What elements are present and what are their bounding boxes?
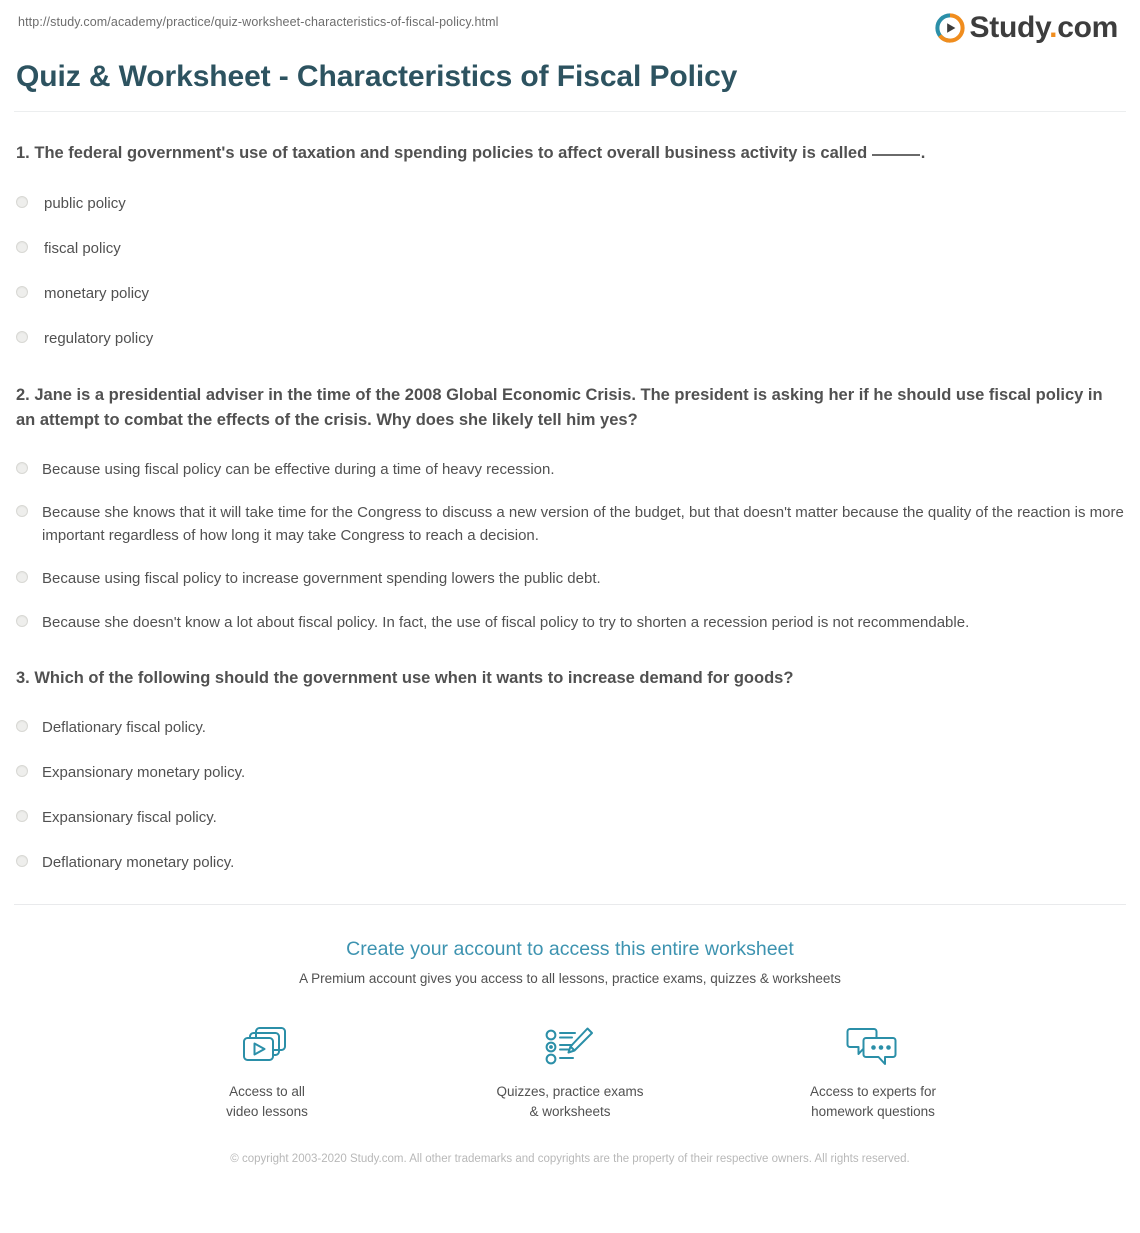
feature-label (793, 1082, 953, 1120)
feature-video-lessons (187, 1023, 347, 1120)
feature-label (490, 1082, 650, 1120)
option-label: Because using fiscal policy to increase government spending lowers the public debt. (42, 570, 601, 588)
answer-blank (872, 154, 920, 156)
radio-button-icon[interactable] (16, 571, 28, 583)
radio-button-icon[interactable] (16, 505, 28, 517)
question-block-3 (16, 666, 1124, 875)
feature-label-line-2: & worksheets (529, 1103, 611, 1119)
chat-bubbles-icon (793, 1023, 953, 1071)
option-row[interactable] (16, 192, 1124, 215)
option-label: Expansionary monetary policy. (42, 763, 246, 781)
radio-button-icon[interactable] (16, 241, 28, 253)
radio-button-icon[interactable] (16, 196, 28, 208)
play-circle-icon (935, 13, 965, 43)
option-label: Expansionary fiscal policy. (42, 809, 217, 826)
radio-button-icon[interactable] (16, 462, 28, 474)
option-label: public policy (44, 194, 126, 212)
radio-button-icon[interactable] (16, 331, 28, 343)
option-label: Because she knows that it will take time for the Congress to discuss a new version of the budget, but that doesn't matter because the quality of the reaction is more important regardless of how long it may take Congress to reach a decision. (42, 503, 1124, 545)
feature-label (187, 1082, 347, 1120)
logo-wordmark (970, 13, 1118, 43)
option-row[interactable] (16, 237, 1124, 260)
question-2-options (16, 458, 1124, 634)
option-row[interactable] (16, 851, 1124, 874)
option-row[interactable] (16, 806, 1124, 829)
radio-button-icon[interactable] (16, 810, 28, 822)
feature-label-line-2: homework questions (811, 1103, 935, 1119)
option-row[interactable] (16, 716, 1124, 739)
page-title: Quiz & Worksheet - Characteristics of Fiscal Policy (16, 60, 738, 93)
option-row[interactable] (16, 761, 1124, 784)
option-label: Deflationary monetary policy. (42, 854, 235, 872)
question-3-number: 3. (16, 668, 30, 687)
feature-list (14, 1023, 1126, 1120)
cta-subtext: A Premium account gives you access to all lessons, practice exams, quizzes & worksheets (299, 970, 841, 986)
title-divider (14, 111, 1126, 112)
question-1-text (16, 141, 1124, 167)
option-row[interactable] (16, 611, 1124, 634)
video-lessons-icon (187, 1023, 347, 1071)
question-2-number: 2. (16, 385, 30, 404)
radio-button-icon[interactable] (16, 286, 28, 298)
option-row[interactable] (16, 567, 1124, 590)
radio-button-icon[interactable] (16, 765, 28, 777)
option-label: Deflationary fiscal policy. (42, 718, 206, 736)
copyright-notice: © copyright 2003-2020 Study.com. All other trademarks and copyrights are the property of their respective owners. All rights reserved. (230, 1152, 910, 1165)
feature-label-line-1: Access to experts for (809, 1084, 937, 1100)
question-3-text (16, 666, 1124, 692)
create-account-cta (14, 905, 1126, 1169)
radio-button-icon[interactable] (16, 720, 28, 732)
feature-label-line-1: Quizzes, practice exams (496, 1084, 644, 1100)
quiz-body (14, 141, 1126, 875)
option-label: regulatory policy (44, 330, 154, 348)
top-bar (14, 0, 1126, 48)
feature-expert-help (793, 1023, 953, 1120)
question-1-number: 1. (16, 144, 30, 162)
option-label: fiscal policy (44, 239, 121, 257)
question-1-prompt: The federal government's use of taxation and spending policies to affect overall business activity is called (34, 144, 868, 162)
option-row[interactable] (16, 327, 1124, 350)
question-block-1 (16, 141, 1124, 351)
feature-quizzes-worksheets (490, 1023, 650, 1120)
question-3-prompt: Which of the following should the government use when it wants to increase demand for goods? (34, 668, 794, 687)
radio-button-icon[interactable] (16, 615, 28, 627)
radio-button-icon[interactable] (16, 855, 28, 867)
feature-label-line-1: Access to all (229, 1084, 305, 1100)
page-url: http://study.com/academy/practice/quiz-worksheet-characteristics-of-fiscal-policy.html (18, 15, 499, 29)
question-block-2 (16, 383, 1124, 634)
feature-label-line-2: video lessons (226, 1103, 308, 1119)
logo-dot: . (1049, 11, 1058, 44)
study-com-logo[interactable] (935, 13, 1126, 43)
question-3-options (16, 716, 1124, 875)
question-2-text (16, 383, 1124, 434)
question-2-prompt: Jane is a presidential adviser in the time of the 2008 Global Economic Crisis. The president is asking her if he should use fiscal policy in an attempt to combat the effects of the crisis. Why does she likely tell him yes? (16, 385, 1103, 430)
question-1-options (16, 192, 1124, 351)
option-label: Because using fiscal policy can be effective during a time of heavy recession. (42, 460, 555, 478)
create-account-link[interactable]: Create your account to access this entire worksheet (346, 937, 794, 960)
option-row[interactable] (16, 501, 1124, 548)
logo-name: Study (969, 11, 1050, 44)
option-label: Because she doesn't know a lot about fiscal policy. In fact, the use of fiscal policy to try to shorten a recession period is not recommendable. (42, 613, 970, 631)
option-label: monetary policy (44, 285, 150, 303)
option-row[interactable] (16, 458, 1124, 481)
option-row[interactable] (16, 282, 1124, 305)
logo-tld: com (1057, 11, 1118, 44)
question-1-suffix: . (920, 144, 926, 162)
quiz-checklist-pencil-icon (490, 1023, 650, 1071)
